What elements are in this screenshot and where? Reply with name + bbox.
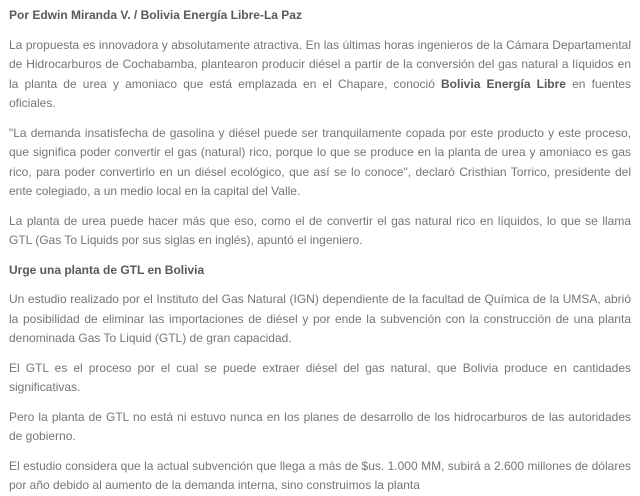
paragraph-intro-tail: en fuentes oficiales. [9,76,631,110]
byline: Por Edwin Miranda V. / Bolivia Energía Libre-La Paz [9,8,302,22]
paragraph-study: Un estudio realizado por el Instituto del Gas Natural (IGN) dependiente de la facultad de Química de la UMSA, abrió la posibilidad de eliminar las importaciones de diésel y por ende la subvención con la construcción de una planta denominada Gas To Liquid (GTL) de gran capacidad. [9,292,631,345]
bolivia-energia-libre-bold: Bolivia Energía Libre [441,76,566,91]
paragraph-intro-text: La propuesta es innovadora y absolutamente atractiva. En las últimas horas ingenieros de la Cámara Departamental de Hidrocarburos de Cochabamba, plantearon producir diésel a partir de la conversión del gas natural a líquidos en la planta de urea y amoniaco que está emplazada en el Chapare, conoció [9,37,631,91]
section-heading: Urge una planta de GTL en Bolivia [9,262,205,277]
paragraph-urea-plant: La planta de urea puede hacer más que eso, como el de convertir el gas natural rico en líquidos, lo que se llama GTL (Gas To Liquids por sus siglas en inglés), apuntó el ingeniero. [9,213,631,247]
paragraph-quote: "La demanda insatisfecha de gasolina y diésel puede ser tranquilamente copada por este producto y este proceso, que significa poder convertir el gas (natural) rico, porque lo que se produce en la planta de urea y amoniaco es gas rico, para poder convertirlo en un diésel ecológico, que así se lo conoce", declaró Cristhian Torrico, presidente del ente colegiado, a un medio local en la capital del Valle. [9,125,631,198]
paragraph-gtl-process: El GTL es el proceso por el cual se puede extraer diésel del gas natural, que Bolivia produce en cantidades significativas. [9,360,631,394]
paragraph-intro [9,36,631,114]
paragraph-subsidy: El estudio considera que la actual subvención que llega a más de $us. 1.000 MM, subirá a 2.600 millones de dólares por año debido al aumento de la demanda interna, sino construimos la planta [9,458,631,492]
paragraph-government-plans: Pero la planta de GTL no está ni estuvo nunca en los planes de desarrollo de los hidrocarburos de las autoridades de gobierno. [9,409,631,443]
